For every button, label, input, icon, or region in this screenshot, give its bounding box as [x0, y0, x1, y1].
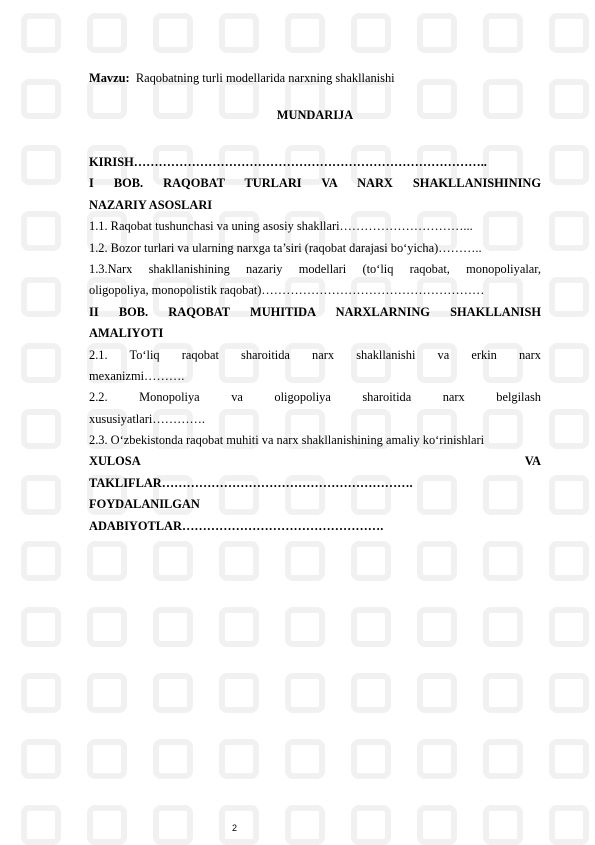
table-of-contents: [89, 152, 541, 537]
toc-chapter-1-title: I BOB. RAQOBAT TURLARI VA NARX SHAKLLANISHINING: [89, 176, 541, 191]
toc-conclusion-cont: TAKLIFLAR…………………………………………………….: [89, 475, 413, 490]
toc-introduction: KIRISH…………………………………………………………………………..: [89, 155, 487, 169]
topic-text: Raqobatning turli modellarida narxning shakllanishi: [135, 71, 395, 85]
toc-chapter-1-title-cont: NAZARIY ASOSLARI: [89, 197, 213, 212]
toc-title: MUNDARIJA: [276, 108, 354, 122]
toc-section-2-3: 2.3. O‘zbekistonda raqobat muhiti va narx shakllanishining amaliy ko‘rinishlari: [89, 433, 485, 448]
topic-label: Mavzu:: [89, 71, 130, 85]
toc-section-1-3: 1.3.Narx shakllanishining nazariy modellari (to‘liq raqobat, monopoliyalar,: [89, 261, 541, 276]
toc-chapter-2-title-cont: AMALIYOTI: [89, 326, 164, 341]
toc-section-1-3-cont: oligopoliya, monopolistik raqobat)………………………………………………: [89, 283, 485, 298]
toc-section-2-1-cont: mexanizmi……….: [89, 368, 185, 383]
toc-chapter-2-title: II BOB. RAQOBAT MUHITIDA NARXLARNING SHAKLLANISH: [89, 304, 541, 319]
toc-conclusion: XULOSA VA: [89, 454, 541, 469]
toc-references: FOYDALANILGAN: [89, 497, 200, 512]
toc-section-2-2: 2.2. Monopoliya va oligopoliya sharoitida narx belgilash: [89, 390, 541, 405]
toc-section-2-1: 2.1. To‘liq raqobat sharoitida narx shakllanishi va erkin narx: [89, 347, 541, 362]
toc-section-1-2: 1.2. Bozor turlari va ularning narxga ta’siri (raqobat darajasi bo‘yicha)………..: [89, 240, 482, 255]
page-number: 2: [232, 823, 238, 833]
toc-section-2-2-cont: xususiyatlari………….: [89, 411, 205, 426]
topic-line: [89, 71, 395, 86]
toc-references-cont: ADABIYOTLAR………………………………………….: [89, 518, 384, 533]
toc-section-1-1: 1.1. Raqobat tushunchasi va uning asosiy shakllari…………………………...: [89, 219, 473, 234]
